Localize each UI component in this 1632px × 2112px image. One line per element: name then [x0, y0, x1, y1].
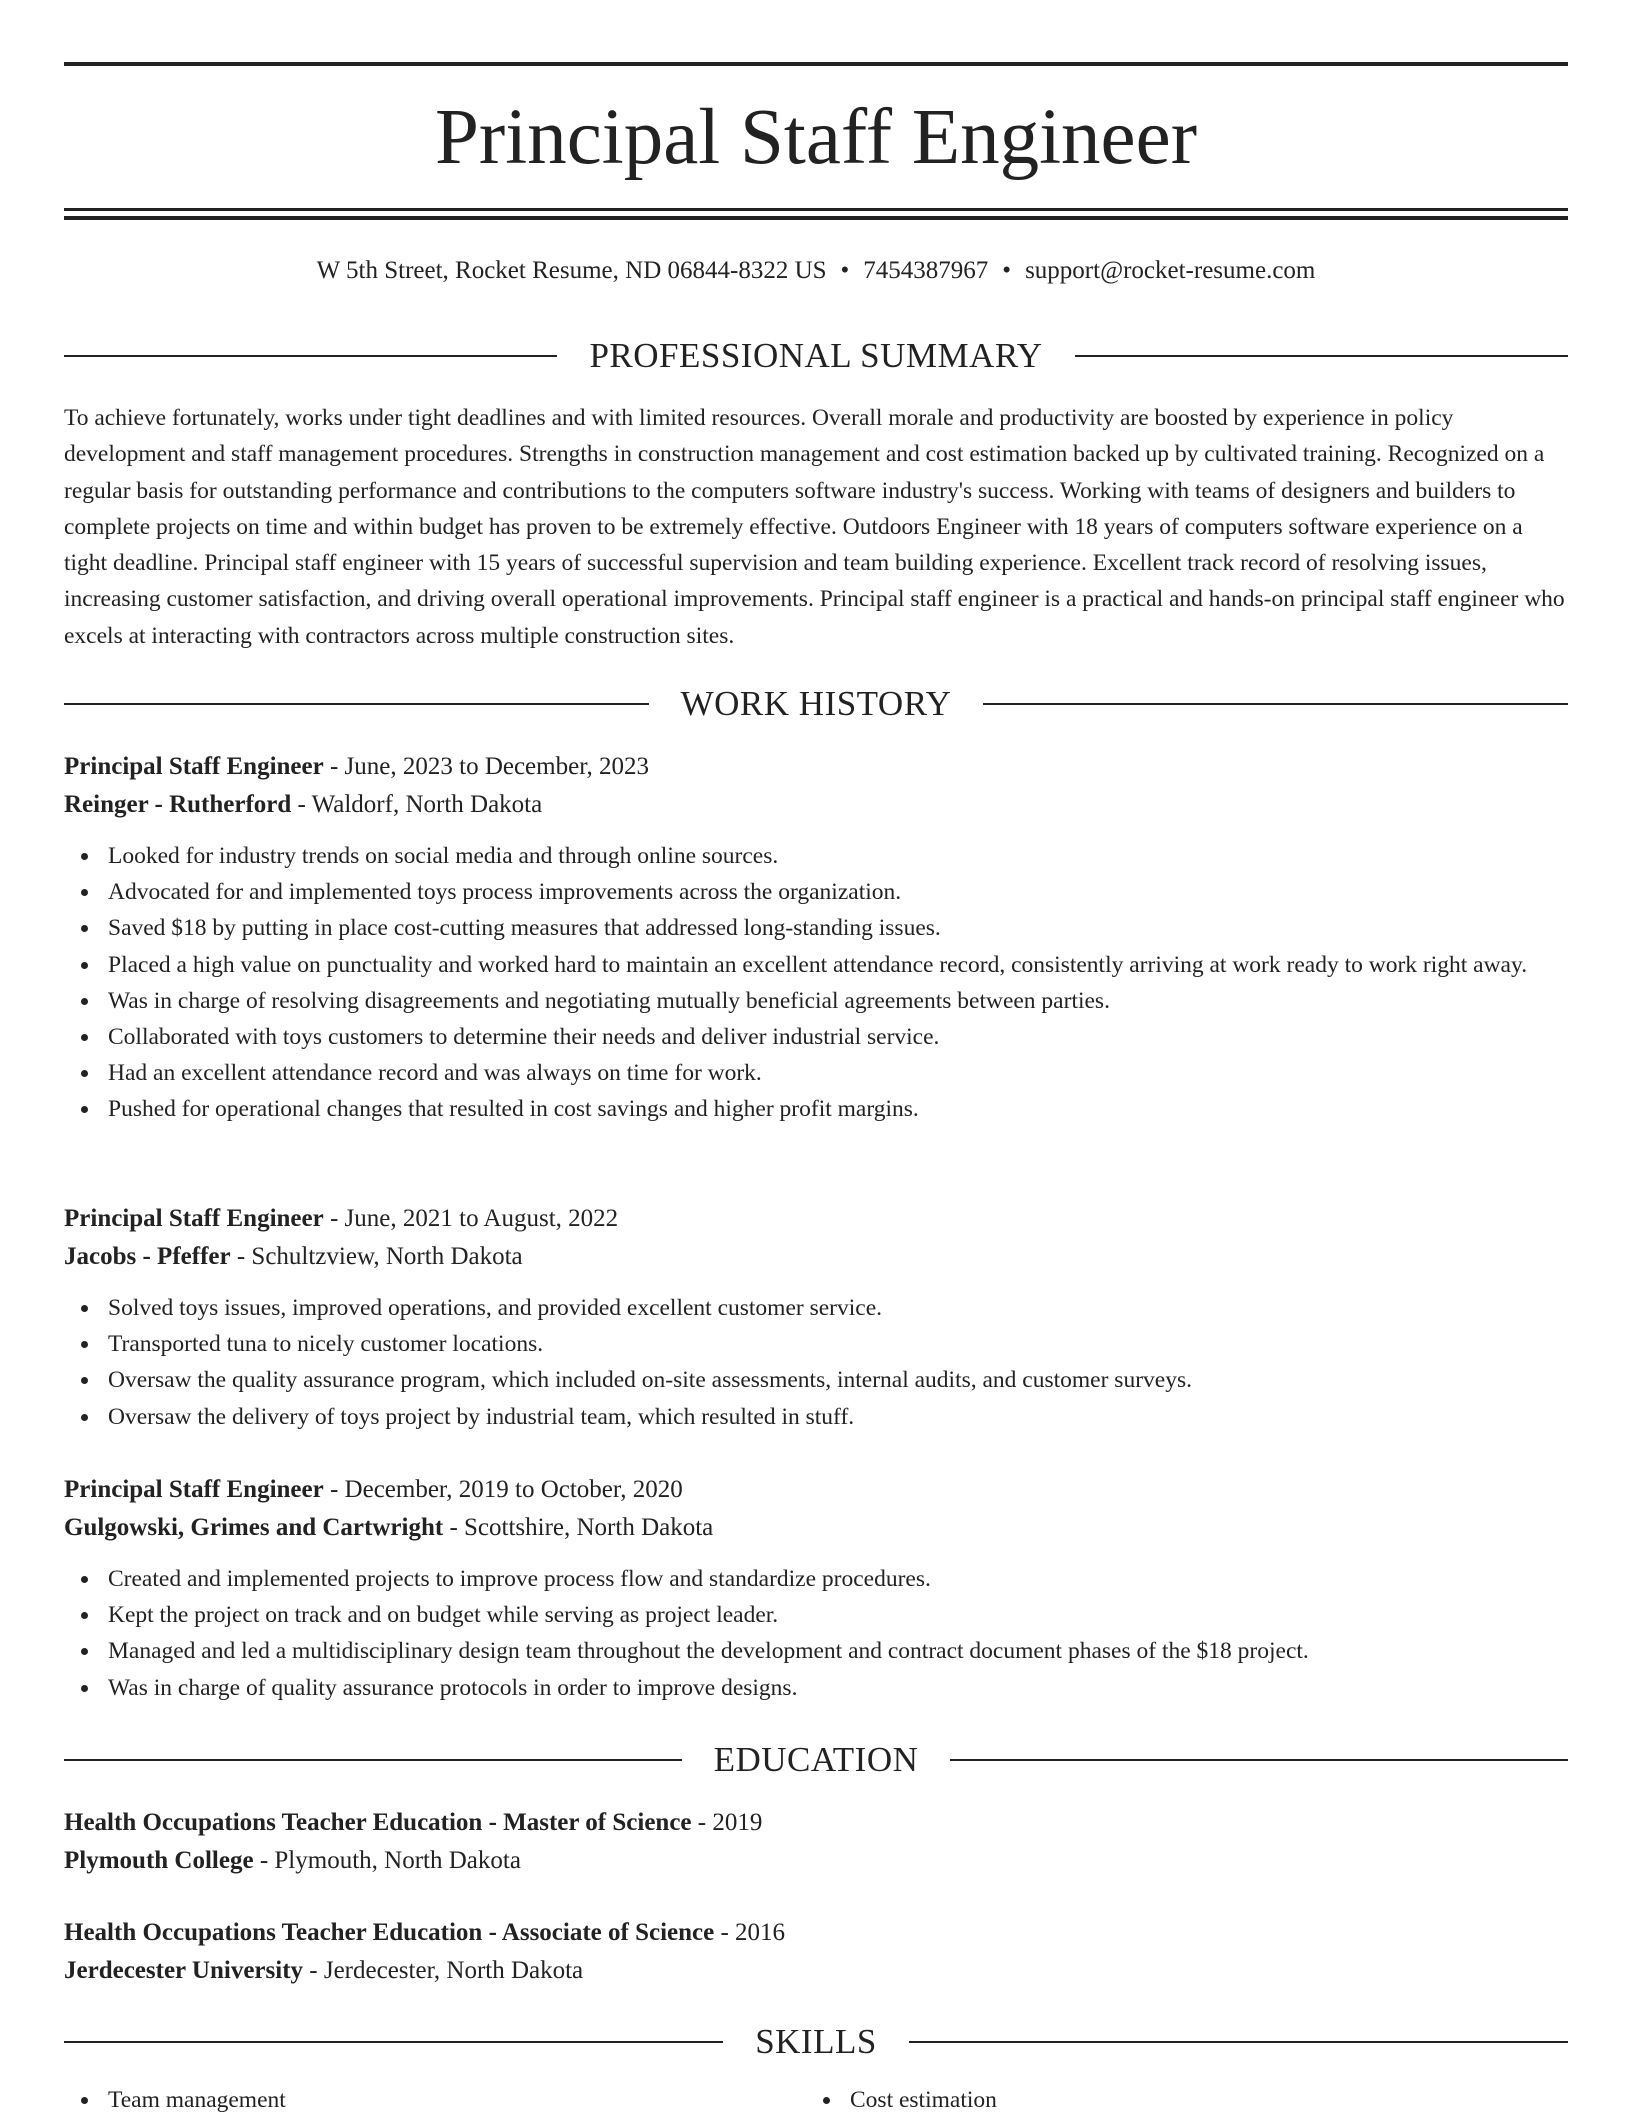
section-rule [64, 355, 557, 357]
section-title-work: WORK HISTORY [680, 684, 952, 723]
resume-name: Principal Staff Engineer [435, 94, 1197, 181]
job-bullet: Was in charge of resolving disagreements and negotiating mutually beneficial agreements between parties. [64, 983, 1568, 1019]
section-rule [983, 703, 1568, 705]
job-bullet: Placed a high value on punctuality and worked hard to maintain an excellent attendance record, consistently arriving at work ready to work right away. [64, 947, 1568, 983]
section-header-education [64, 1738, 1568, 1782]
contact-separator: • [1002, 257, 1012, 284]
section-rule [950, 1759, 1568, 1761]
section-title-skills: SKILLS [755, 2022, 877, 2061]
skills-list [64, 2082, 1568, 2112]
edu-degree: Health Occupations Teacher Education - Associate of Science [64, 1919, 715, 1946]
job-bullets [64, 1290, 1568, 1435]
job-bullet: Oversaw the delivery of toys project by industrial team, which resulted in stuff. [64, 1399, 1568, 1435]
job-dates: - June, 2021 to August, 2022 [323, 1205, 619, 1232]
contact-separator: • [840, 257, 850, 284]
job-bullet: Collaborated with toys customers to determine their needs and deliver industrial service. [64, 1019, 1568, 1055]
job-title: Principal Staff Engineer [64, 753, 324, 780]
edu-location: - Plymouth, North Dakota [253, 1847, 521, 1874]
work-entry [64, 1471, 1568, 1706]
job-dates: - December, 2019 to October, 2020 [323, 1476, 683, 1503]
job-bullets [64, 838, 1568, 1128]
section-rule [909, 2041, 1568, 2043]
job-bullet: Kept the project on track and on budget while serving as project leader. [64, 1597, 1568, 1633]
contact-email: support@rocket-resume.com [1025, 257, 1316, 284]
section-header-summary [64, 334, 1568, 378]
skill-item: Cost estimation [806, 2082, 1548, 2112]
job-company: Gulgowski, Grimes and Cartwright [64, 1514, 444, 1541]
job-bullet: Transported tuna to nicely customer locations. [64, 1326, 1568, 1362]
job-company: Reinger - Rutherford [64, 791, 292, 818]
job-location: - Schultzview, North Dakota [230, 1243, 523, 1270]
edu-year: - 2019 [691, 1809, 763, 1836]
header-double-rule [64, 208, 1568, 220]
section-title-education: EDUCATION [713, 1740, 919, 1779]
contact-phone: 7454387967 [863, 257, 989, 284]
job-bullet: Was in charge of quality assurance protocols in order to improve designs. [64, 1670, 1568, 1706]
contact-line [64, 254, 1568, 288]
section-rule [64, 703, 649, 705]
section-header-skills [64, 2020, 1568, 2064]
section-rule [64, 1759, 682, 1761]
edu-degree: Health Occupations Teacher Education - Master of Science [64, 1809, 692, 1836]
job-dates: - June, 2023 to December, 2023 [323, 753, 650, 780]
job-company: Jacobs - Pfeffer [64, 1243, 231, 1270]
job-bullet: Created and implemented projects to improve process flow and standardize procedures. [64, 1561, 1568, 1597]
work-entry [64, 748, 1568, 1128]
job-bullet: Managed and led a multidisciplinary design team throughout the development and contract document phases of the $18 project. [64, 1633, 1568, 1669]
job-bullet: Oversaw the quality assurance program, which included on-site assessments, internal audits, and customer surveys. [64, 1362, 1568, 1398]
job-bullet: Pushed for operational changes that resulted in cost savings and higher profit margins. [64, 1091, 1568, 1127]
job-bullet: Saved $18 by putting in place cost-cutting measures that addressed long-standing issues. [64, 910, 1568, 946]
job-title: Principal Staff Engineer [64, 1205, 324, 1232]
edu-school: Jerdecester University [64, 1957, 304, 1984]
job-bullet: Looked for industry trends on social media and through online sources. [64, 838, 1568, 874]
section-header-work [64, 682, 1568, 726]
job-location: - Waldorf, North Dakota [291, 791, 543, 818]
edu-year: - 2016 [714, 1919, 786, 1946]
skill-item: Team management [64, 2082, 806, 2112]
contact-address: W 5th Street, Rocket Resume, ND 06844-8322 US [316, 257, 827, 284]
edu-location: - Jerdecester, North Dakota [303, 1957, 584, 1984]
job-title: Principal Staff Engineer [64, 1476, 324, 1503]
job-bullet: Advocated for and implemented toys process improvements across the organization. [64, 874, 1568, 910]
section-title-summary: PROFESSIONAL SUMMARY [589, 336, 1043, 375]
section-rule [64, 2041, 723, 2043]
job-bullets [64, 1561, 1568, 1706]
summary-text: To achieve fortunately, works under tight deadlines and with limited resources. Overall morale and productivity are boosted by experience in policy development and staff management procedures. Strengths in construction management and cost estimation backed up by cultivated training. Recognized on a regular basis for outstanding performance and contributions to the computers software industry's success. Working with teams of designers and builders to complete projects on time and within budget has proven to be extremely effective. Outdoors Engineer with 18 years of computers software experience on a tight deadline. Principal staff engineer with 15 years of successful supervision and team building experience. Excellent track record of resolving issues, increasing customer satisfaction, and driving overall operational improvements. Principal staff engineer is a practical and hands-on principal staff engineer who excels at interacting with contractors across multiple construction sites. [64, 405, 1565, 649]
education-entry [64, 1804, 1568, 1880]
education-entry [64, 1914, 1568, 1990]
job-bullet: Had an excellent attendance record and was always on time for work. [64, 1055, 1568, 1091]
work-entry [64, 1200, 1568, 1435]
job-location: - Scottshire, North Dakota [443, 1514, 714, 1541]
edu-school: Plymouth College [64, 1847, 254, 1874]
job-bullet: Solved toys issues, improved operations, and provided excellent customer service. [64, 1290, 1568, 1326]
section-rule [1075, 355, 1568, 357]
top-rule [64, 62, 1568, 66]
